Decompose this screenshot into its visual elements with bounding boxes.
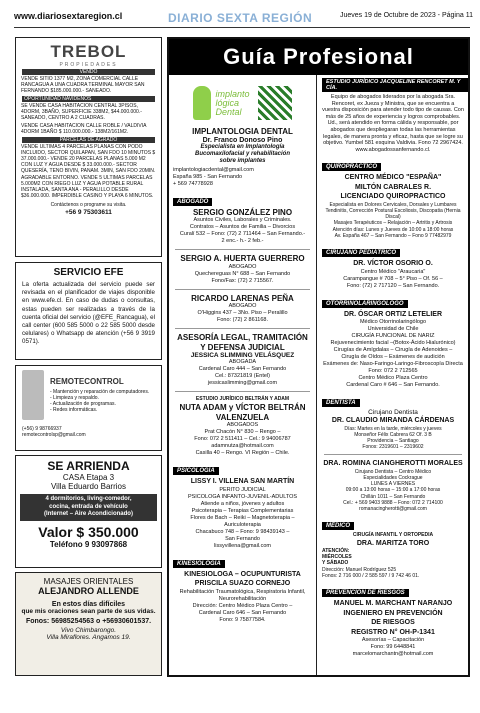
page-header <box>0 0 480 34</box>
section-abogado: ABOGADO <box>173 198 212 206</box>
section-riesgos: PREVENCIÓN DE RIESGOS <box>322 589 409 597</box>
guia-middle-column: implanto lógica Dental IMPLANTOLOGIA DENTAL Dr. Franco Donoso Pino Especialista en Implantología Bucomaxilofacial y rehabilitación sobre implantes implantologiacdental@gmail.com España 985 - San Fernando + 569 74778928 ABOGADO SERGIO GONZÁLEZ PINO Asuntos Civiles, Laborales y Criminales. Contratos – Asuntos de Familia – Divorcios Curalí 532 – Fono: (72) 2 711464 – San Fernando.- 2 enc.- h.- 2 feb.- SERGIO A. HUERTA GUERRERO ABOGADO Quechereguas N° 688 – San Fernando Fono/Fax: (72) 2 715567. RICARDO LARENAS PEÑA ABOGADO O'Higgins 437 – 3No. Piso – Peralillo Fono: (72) 2 861168. ASESORÍA LEGAL, TRAMITACIÓN Y DEFENSA JUDICIAL JESSICA SLIMMING VELÁSQUEZ ABOGADA Cardenal Caro 444 – San Fernando Cel.: 87321819 (Entel) jessicaslimming@gmail.com ESTUDIO JURÍDICO BELTRÁN Y ADAM NUTA ADAM y VÍCTOR BELTRÁN VALENZUELA ABOGADOS Prat Chacón N° 830 – Rengo – Fono: 072 2 511411 – Cel.: 9 94006787 adamnutza@hotmail.com Casilla 40 – Rengo. VI Región – Chile. PSICOLOGÍA LISSY I. VILLENA SAN MARTÍN PERITO JUDICIAL PSICOLOGA INFANTO-JUVENIL-ADULTOS Atiende a niños, jóvenes y adultos Psicoterapia – Terapias Complementarias Flores de Bach – Reiki – Magnetoterapia – Auriculoterapia Chacabuco 748 – Fono: 9 98439143 – San Fernando lissyvillena@gmail.com KINESIOLOGÍA KINESIOLOGA – OCUPUNTURISTA PRISCILA SUAZO CORNEJO Rehabilitación Traumatológica, Respiratoria Infantil, Neurorehabilitación Dirección: Centro Médico Plaza Centro – Cardenal Caro 646 – San Fernando Fono: 9 75877584. <box>169 75 317 675</box>
section-medico: MÉDICO <box>322 522 354 530</box>
page-date: Jueves 19 de Octubre de 2023 - Página 11 <box>340 12 473 19</box>
tooth-icon <box>193 86 211 120</box>
trebol-logo: TREBOL PROPIEDADES <box>50 42 127 68</box>
remote-icon <box>22 370 44 420</box>
implanto-email[interactable]: implantologiacdental@gmail.com <box>173 166 254 173</box>
section-kinesiologia: KINESIOLOGÍA <box>173 560 225 568</box>
newspaper-brand: DIARIO SEXTA REGIÓN <box>168 11 313 25</box>
jessica-email[interactable]: jessicaslimming@gmail.com <box>207 380 278 386</box>
trebol-phone[interactable]: +56 9 75303611 <box>65 208 112 216</box>
masajes-ad: MASAJES ORIENTALES ALEJANDRO ALLENDE En estos días difíciles que mis oraciones sean parte de sus vidas. Fonos: 56985254563 o +56930601537. Vivo Chimbarongo. Villa Miraflores. Angamos 19. <box>15 572 162 676</box>
section-quiropractico: QUIROPRÁCTICO <box>322 163 381 171</box>
implanto-logo: implanto lógica Dental <box>169 81 316 125</box>
qr-code-icon[interactable] <box>258 86 292 120</box>
remoto-email[interactable]: remotecontrolsp@gmail.com <box>22 432 86 439</box>
guia-title: Guía Profesional <box>169 39 468 75</box>
trebol-ad: TREBOL PROPIEDADES VENDO VENDE SITIO 1377 M2, ZONA COMERCIAL CALLE RANCAGUA A UNA CUADRA TERMINAL MAYOR SAN FERNANDO $185.000.000.- SANEADO. OPORTUNIDAD NAVIDENOS SE VENDE CASA HABITACION CENTRAL 3PISOS, 4DORM, 3BAÑO, SUPERFICIE 338M2, $44.000.000.- SANEADO, CENTRO A 2 CUADRAS. VENDE CASA HABITACION CALLE ROBLE / VALDIVIA 4DORM 1BAÑO $ 110.000.000.- 138M2/161M2. PARCELAS DE AGRADO VENDE ULTIMAS 4 PARCELAS PLANAS CON PODO INCLUIDO, SECTOR QUILAPAN, SAN FDO 10 MINUTOS $ 37.000.000.- VENDE 20 PARCELAS PLANAS 5.000 M2 CON LUZ Y AGUA DESDE $ 33.000.000.- SECTOR QUESERÍA, TENO BIVIN, PANAM. 3MIN, SAN FDO 20MIN. AGRADABLE ENTORNO. VENDE 5 ULTIMAS PARCELAS 5.000M2 CON RIEGO LUZ Y AGUA POTABLE RURAL INSTALADA, SANTA ANA - PERALILLO DESDE $36.000.000. IMPERDIBLE CASINO Y PLAYA 6 MINUTOS. Contáctenos o programe su visita. +56 9 75303611 <box>15 37 162 257</box>
arrienda-phone[interactable]: Teléfono 9 93097868 <box>49 539 128 549</box>
romina-email[interactable]: romanacingherotti@gmail.com <box>359 506 427 513</box>
efe-ad: SERVICIO EFE La oferta actualizada del servicio puede ser revisada en el planificador de viajes disponible en www.efe.cl. En caso de dudas o consultas, estas pueden ser realizadas a través de la cuenta oficial del servicio (@EFE_Rancagua), el call center (600 585 5000 o 22 585 5000 desde celulares) o Whatsapp de atención (+56 9 3919 0571). <box>15 262 162 360</box>
guia-right-column: ESTUDIO JURÍDICO JACQUELINE RENCORET M. Y CÍA. Equipo de abogados liderados por la abogada Sra. Rencoret, ex Jueza y Ministra, que se encuentra a vuestra disposición para atender todo tipo de causas. Con más de 25 años de experiencia y logros comprobables. Ud., será atendido en forma cálida y responsable, por abogados que despliegaran todas las herramientas legales, de manera pronta y eficaz, hasta que se logre su objetivo. Yumbel 581 esquina Valdivia. Fono 72 2967424. www.abogadossanfernando.cl. QUIROPRÁCTICO CENTRO MÉDICO "ESPAÑA" MILTÓN CABRALES R. LICENCIADO QUIROPRACTICO Especialista en Dolores Cervicales, Dorsales y Lumbares Tendinitis, Corrección Postural Escoliosis, Discopatia (Hernia Discal) Masajes Terapéuticos – Relajación – Artritis y Artrosis Atención días: Lunes y Jueves de 10:00 a 18:00 horas Av. España 467 – San Fernando – Fono 9 77482979 CIRUJANO PEDIÁTRICO DR. VÍCTOR OSORIO O. Centro Médico "Araucaria" Carampangue # 708 – 5° Piso – Of. 56 – Fono: (72) 2 717120 – San Fernando. OTORRINOLARINGÓLOGO DR. ÓSCAR ORTIZ LETELIER Médico Otorrinolaringólogo Universidad de Chile CIRUGÍA FUNCIONAL DE NARIZ Rejuvenecimiento facial –(Botox-Ácido Hialurónico) Cirugías de Amígdalas – Cirugía de Adenoides – Cirugía de Oídos – Exámenes de audición Exámenes de: Naso-Faringo-Laringo-Fibroscopía Directa Fono: 072 2 712565 Centro Médico Plaza Centro Cardenal Caro # 646 – San Fernando. DENTISTA Cirujano Dentista DR. CLAUDIO MIRANDA CÁRDENAS Días: Martes en la tarde, miércoles y jueves Monseñor Félix Cabrera 62 Of. 3 B Providencia – Santiago Fonos: 2319601 – 2319602 DRA. ROMINA CIANGHEROTTI MORALES Cirujano Dentista – Centro Médico Especialidades Cockrague LUNES A VIERNES 09:00 a 13:00 horas – 15:00 a 17:00 horas Chillán 1011 – San Fernando Cel.: + 569 9403 9888 – Fono: 072 2 714100 romanacingherotti@gmail.com MÉDICO CIRUGÍA INFANTIL Y ORTOPEDIA DRA. MARITZA TORO ATENCIÓN: MIÉRCOLES Y SÁBADO Dirección: Manuel Rodríguez 525 Fonos: 2 716 000 / 2 585 597 / 9 742 46 01. PREVENCIÓN DE RIESGOS MANUEL M. MARCHANT NARANJO INGENIERO EN PREVENCIÓN DE RIESGOS REGISTRO N° OH-P-1341 Asesorías – Capacitación Fono: 99 6448841 marcelomarchantn@hotmail.com <box>318 75 468 675</box>
remotecontrol-ad: REMOTECONTROL - Mantención y reparación de computadores. - Limpieza y respaldo. - Actualización de programas. - Redes informáticas. (+56) 9 98766937 remotecontrolsp@gmail.com <box>15 365 162 451</box>
marchant-email[interactable]: marcelomarchantn@hotmail.com <box>352 651 434 658</box>
section-psicologia: PSICOLOGÍA <box>173 467 219 475</box>
section-dentista: DENTISTA <box>322 399 360 407</box>
adam-email[interactable]: adamnutza@hotmail.com <box>211 443 274 449</box>
arrienda-details: 4 dormitorios, living-comedor, cocina, entrada de vehículo (Internet – Aire Acondicionado) <box>20 494 157 521</box>
section-otorrino: OTORRINOLARINGÓLOGO <box>322 300 408 308</box>
header-divider <box>14 27 470 28</box>
masajes-phones[interactable]: Fonos: 56985254563 o +56930601537. <box>25 618 152 625</box>
implanto-phone[interactable]: + 569 74778928 <box>173 180 213 187</box>
section-cirujano-pediatrico: CIRUJANO PEDIÁTRICO <box>322 249 400 257</box>
section-estudio: ESTUDIO JURÍDICO JACQUELINE RENCORET M. Y CÍA. <box>322 78 468 92</box>
remoto-phone[interactable]: (+56) 9 98766937 <box>22 426 62 432</box>
lissy-email[interactable]: lissyvillena@gmail.com <box>214 542 271 549</box>
site-url[interactable]: www.diariosextaregion.cl <box>14 11 123 21</box>
arrienda-ad: SE ARRIENDA CASA Etapa 3 Villa Eduardo Barrios 4 dormitorios, living-comedor, cocina, entrada de vehículo (Internet – Aire Acondicionado) Valor $ 350.000 Teléfono 9 93097868 <box>15 455 162 568</box>
